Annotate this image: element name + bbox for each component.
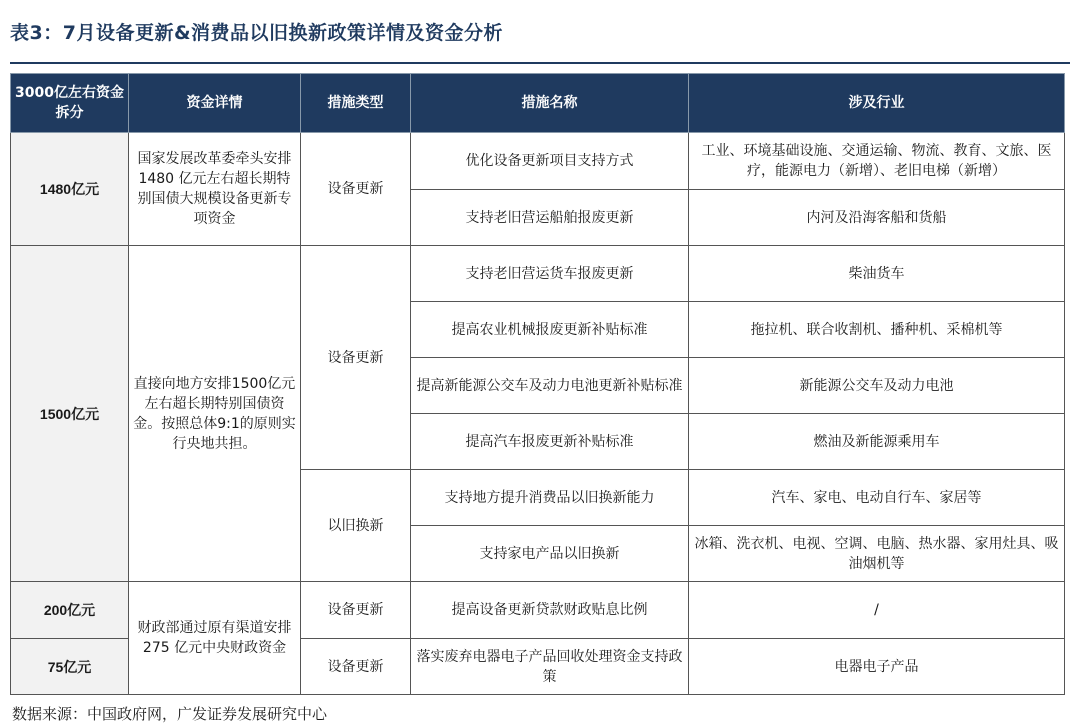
industry-cell: 工业、环境基础设施、交通运输、物流、教育、文旅、医疗，能源电力（新增）、老旧电梯（新增） — [689, 133, 1065, 190]
type-cell: 设备更新 — [301, 133, 411, 246]
table-row — [11, 246, 1065, 302]
table-title: 表3：7月设备更新&消费品以旧换新政策详情及资金分析 — [10, 22, 504, 44]
title-divider — [10, 62, 1070, 64]
measure-cell: 提高农业机械报废更新补贴标准 — [411, 302, 689, 358]
industry-cell: 内河及沿海客船和货船 — [689, 190, 1065, 246]
measure-cell: 支持老旧营运船舶报废更新 — [411, 190, 689, 246]
type-cell: 设备更新 — [301, 246, 411, 470]
industry-cell: 冰箱、洗衣机、电视、空调、电脑、热水器、家用灶具、吸油烟机等 — [689, 526, 1065, 582]
amount-cell: 200亿元 — [11, 582, 129, 639]
measure-cell: 提高设备更新贷款财政贴息比例 — [411, 582, 689, 639]
measure-cell: 支持老旧营运货车报废更新 — [411, 246, 689, 302]
measure-cell: 支持地方提升消费品以旧换新能力 — [411, 470, 689, 526]
table-header-row — [11, 74, 1065, 133]
industry-cell: / — [689, 582, 1065, 639]
table-row — [11, 133, 1065, 190]
measure-cell: 优化设备更新项目支持方式 — [411, 133, 689, 190]
measure-cell: 提高新能源公交车及动力电池更新补贴标准 — [411, 358, 689, 414]
measure-cell: 提高汽车报废更新补贴标准 — [411, 414, 689, 470]
amount-cell: 75亿元 — [11, 639, 129, 695]
amount-cell: 1480亿元 — [11, 133, 129, 246]
detail-cell: 财政部通过原有渠道安排275 亿元中央财政资金 — [129, 582, 301, 695]
industry-cell: 拖拉机、联合收割机、播种机、采棉机等 — [689, 302, 1065, 358]
table-row — [11, 582, 1065, 639]
type-cell: 设备更新 — [301, 582, 411, 639]
policy-table — [10, 73, 1065, 695]
type-cell: 设备更新 — [301, 639, 411, 695]
detail-cell: 国家发展改革委牵头安排 1480 亿元左右超长期特别国债大规模设备更新专项资金 — [129, 133, 301, 246]
type-cell: 以旧换新 — [301, 470, 411, 582]
header-funding-detail: 资金详情 — [129, 74, 301, 133]
industry-cell: 燃油及新能源乘用车 — [689, 414, 1065, 470]
industry-cell: 新能源公交车及动力电池 — [689, 358, 1065, 414]
header-funding-split: 3000亿左右资金拆分 — [11, 74, 129, 133]
amount-cell: 1500亿元 — [11, 246, 129, 582]
industry-cell: 柴油货车 — [689, 246, 1065, 302]
detail-cell: 直接向地方安排1500亿元左右超长期特别国债资金。按照总体9:1的原则实行央地共担。 — [129, 246, 301, 582]
industry-cell: 汽车、家电、电动自行车、家居等 — [689, 470, 1065, 526]
measure-cell: 支持家电产品以旧换新 — [411, 526, 689, 582]
measure-cell: 落实废弃电器电子产品回收处理资金支持政策 — [411, 639, 689, 695]
data-source-note: 数据来源：中国政府网，广发证券发展研究中心 — [12, 705, 328, 723]
header-measure-type: 措施类型 — [301, 74, 411, 133]
industry-cell: 电器电子产品 — [689, 639, 1065, 695]
header-measure-name: 措施名称 — [411, 74, 689, 133]
header-industry: 涉及行业 — [689, 74, 1065, 133]
